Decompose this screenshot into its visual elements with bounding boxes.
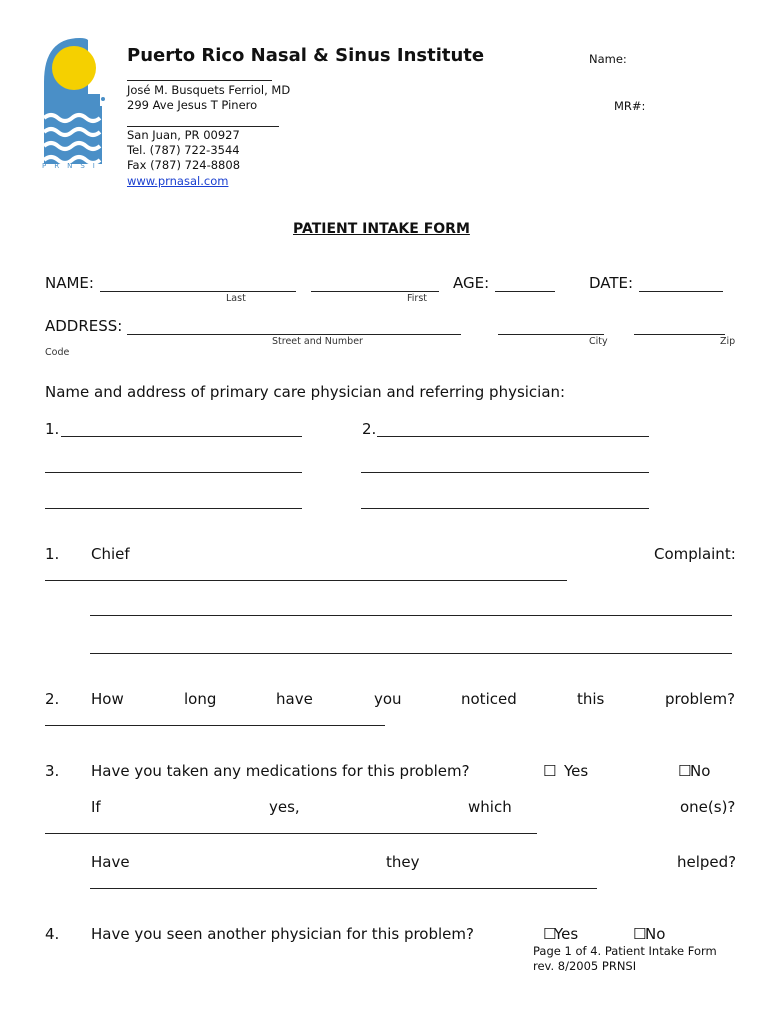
physician-1-rule-2 bbox=[45, 472, 302, 473]
last-caption: Last bbox=[226, 293, 246, 304]
street-address: 299 Ave Jesus T Pinero bbox=[127, 98, 258, 112]
age-label: AGE: bbox=[453, 274, 490, 292]
q3-yes-label: Yes bbox=[564, 762, 589, 780]
last-name-field[interactable] bbox=[100, 274, 295, 292]
name-label: NAME: bbox=[45, 274, 94, 292]
header-name-field[interactable] bbox=[632, 50, 752, 68]
q4-question: Have you seen another physician for this problem? bbox=[91, 925, 474, 943]
header-mr-field[interactable] bbox=[652, 97, 752, 115]
city-field[interactable] bbox=[499, 317, 603, 335]
q1-rule-1 bbox=[45, 580, 567, 581]
q1-number: 1. bbox=[45, 545, 60, 563]
physician-2-rule-2 bbox=[361, 472, 649, 473]
physician-1-line-2[interactable] bbox=[46, 455, 301, 473]
doctor-name: José M. Busquets Ferriol, MD bbox=[127, 83, 291, 97]
code-caption: Code bbox=[45, 347, 70, 358]
last-name-line bbox=[100, 291, 296, 292]
medications-helped-field[interactable] bbox=[91, 870, 596, 888]
q3-sub1-word: which bbox=[468, 798, 512, 816]
q3-sub1-word: If bbox=[91, 798, 101, 816]
q4-no-label: No bbox=[645, 925, 666, 943]
q2-number: 2. bbox=[45, 690, 60, 708]
q3-yes-checkbox[interactable]: ☐ bbox=[543, 762, 557, 780]
physician-2-line-3[interactable] bbox=[362, 491, 648, 509]
physician-1-label: 1. bbox=[45, 420, 60, 438]
city-address: San Juan, PR 00927 bbox=[127, 128, 240, 142]
q4-yes-label: Yes bbox=[554, 925, 579, 943]
q3-sub2-word: helped? bbox=[677, 853, 737, 871]
physician-2-rule-1 bbox=[377, 436, 649, 437]
physician-2-label: 2. bbox=[362, 420, 377, 438]
form-title: PATIENT INTAKE FORM bbox=[293, 221, 470, 237]
revision-note: rev. 8/2005 PRNSI bbox=[533, 959, 637, 973]
which-medications-field[interactable] bbox=[46, 815, 536, 833]
physicians-prompt: Name and address of primary care physician and referring physician: bbox=[45, 383, 566, 401]
q4-yes-checkbox[interactable]: ☐ bbox=[543, 925, 557, 943]
q2-word: long bbox=[184, 690, 217, 708]
chief-complaint-line-2[interactable] bbox=[91, 597, 731, 615]
age-line bbox=[495, 291, 555, 292]
chief-complaint-line-3[interactable] bbox=[91, 635, 731, 653]
q2-word: noticed bbox=[461, 690, 517, 708]
physician-2-rule-3 bbox=[361, 508, 649, 509]
q3-no-checkbox[interactable]: ☐ bbox=[678, 762, 692, 780]
q3-rule-2 bbox=[90, 888, 597, 889]
problem-duration-field[interactable] bbox=[46, 707, 384, 725]
website-link[interactable]: www.prnasal.com bbox=[127, 174, 229, 188]
q1-word-chief: Chief bbox=[91, 545, 130, 563]
chief-complaint-line-1[interactable] bbox=[46, 562, 566, 580]
q4-number: 4. bbox=[45, 925, 60, 943]
logo-letters: PRNSI bbox=[42, 162, 103, 170]
physician-1-line-1[interactable] bbox=[61, 419, 301, 437]
street-caption: Street and Number bbox=[272, 336, 363, 347]
zip-field[interactable] bbox=[635, 317, 724, 335]
q3-sub1-word: yes, bbox=[269, 798, 300, 816]
q3-question: Have you taken any medications for this problem? bbox=[91, 762, 470, 780]
q2-rule bbox=[45, 725, 385, 726]
zip-caption: Zip bbox=[720, 336, 736, 347]
institute-logo bbox=[40, 36, 108, 174]
date-label: DATE: bbox=[589, 274, 634, 292]
header-rule-2 bbox=[127, 126, 279, 127]
first-name-line bbox=[311, 291, 439, 292]
first-caption: First bbox=[407, 293, 427, 304]
institute-name: Puerto Rico Nasal & Sinus Institute bbox=[127, 45, 485, 66]
q1-word-complaint: Complaint: bbox=[654, 545, 736, 563]
physician-1-rule-3 bbox=[45, 508, 302, 509]
q1-rule-2 bbox=[90, 615, 732, 616]
q3-sub2-word: Have bbox=[91, 853, 130, 871]
address-label: ADDRESS: bbox=[45, 317, 123, 335]
physician-1-rule-1 bbox=[61, 436, 302, 437]
q2-word: this bbox=[577, 690, 605, 708]
header-name-label: Name: bbox=[589, 52, 627, 66]
q2-word: you bbox=[374, 690, 402, 708]
city-caption: City bbox=[589, 336, 608, 347]
q2-word: have bbox=[276, 690, 313, 708]
q3-rule-1 bbox=[45, 833, 537, 834]
physician-2-line-1[interactable] bbox=[377, 419, 648, 437]
fax: Fax (787) 724-8808 bbox=[127, 158, 241, 172]
date-field[interactable] bbox=[640, 274, 722, 292]
q3-number: 3. bbox=[45, 762, 60, 780]
date-line bbox=[639, 291, 723, 292]
street-line bbox=[127, 334, 461, 335]
physician-2-line-2[interactable] bbox=[362, 455, 648, 473]
first-name-field[interactable] bbox=[312, 274, 438, 292]
street-field[interactable] bbox=[128, 317, 460, 335]
page-indicator: Page 1 of 4. Patient Intake Form bbox=[533, 944, 717, 958]
city-line bbox=[498, 334, 604, 335]
q3-no-label: No bbox=[690, 762, 711, 780]
age-field[interactable] bbox=[496, 274, 554, 292]
header-rule-1 bbox=[127, 80, 272, 81]
q2-word: problem? bbox=[665, 690, 736, 708]
q2-word: How bbox=[91, 690, 124, 708]
q1-rule-3 bbox=[90, 653, 732, 654]
zip-line bbox=[634, 334, 725, 335]
q4-no-checkbox[interactable]: ☐ bbox=[633, 925, 647, 943]
q3-sub1-word: one(s)? bbox=[680, 798, 736, 816]
header-mr-label: MR#: bbox=[614, 99, 646, 113]
physician-1-line-3[interactable] bbox=[46, 491, 301, 509]
q3-sub2-word: they bbox=[386, 853, 420, 871]
telephone: Tel. (787) 722-3544 bbox=[127, 143, 240, 157]
